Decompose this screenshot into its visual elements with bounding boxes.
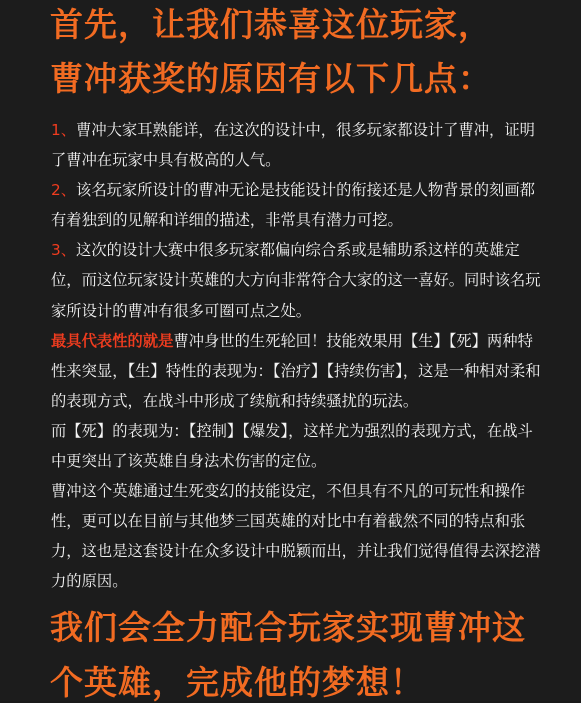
summary-paragraph: 曹冲这个英雄通过生死变幻的技能设定，不但具有不凡的可玩性和操作性，更可以在目前与其他梦三国英雄的对比中有着截然不同的特点和张力，这也是这套设计在众多设计中脱颖而出，并让我们觉得值得去深挖潜力的原因。 <box>51 482 541 591</box>
reason-text: 该名玩家所设计的曹冲无论是技能设计的衔接还是人物背景的刻画都有着独到的见解和详细的描述，非常具有潜力可挖。 <box>51 181 535 230</box>
reason-item-2 <box>51 175 543 235</box>
reason-item-1 <box>51 115 543 175</box>
reason-item-3 <box>51 235 543 325</box>
closing-line-1: 我们会全力配合玩家实现曹冲这 <box>50 608 526 647</box>
reason-number: 1、 <box>51 121 77 139</box>
heading-line-1: 首先，让我们恭喜这位玩家， <box>50 5 492 44</box>
body-text <box>51 115 543 597</box>
reason-number: 3、 <box>51 241 77 260</box>
reason-text: 曹冲大家耳熟能详，在这次的设计中，很多玩家都设计了曹冲，证明了曹冲在玩家中具有极高的人气。 <box>51 121 535 170</box>
heading-line-2: 曹冲获奖的原因有以下几点： <box>50 59 492 98</box>
closing-line-2: 个英雄，完成他的梦想！ <box>50 663 424 702</box>
death-paragraph: 而【死】的表现为：【控制】【爆发】，这样尤为强烈的表现方式，在战斗中更突出了该英雄自身法术伤害的定位。 <box>51 421 533 471</box>
highlight-text: 曹冲身世的生死轮回！技能效果用【生】【死】两种特性来突显，【生】特性的表现为：【治疗】【持续伤害】，这是一种相对柔和的表现方式，在战斗中形成了续航和持续骚扰的玩法。 <box>51 331 541 410</box>
reason-number: 2、 <box>51 181 77 200</box>
highlight-paragraph <box>51 326 543 416</box>
reason-text: 这次的设计大赛中很多玩家都偏向综合系或是辅助系这样的英雄定位，而这位玩家设计英雄的大方向非常符合大家的这一喜好。同时该名玩家所设计的曹冲有很多可圈可点之处。 <box>51 241 541 320</box>
highlight-label: 最具代表性的就是 <box>51 331 174 350</box>
